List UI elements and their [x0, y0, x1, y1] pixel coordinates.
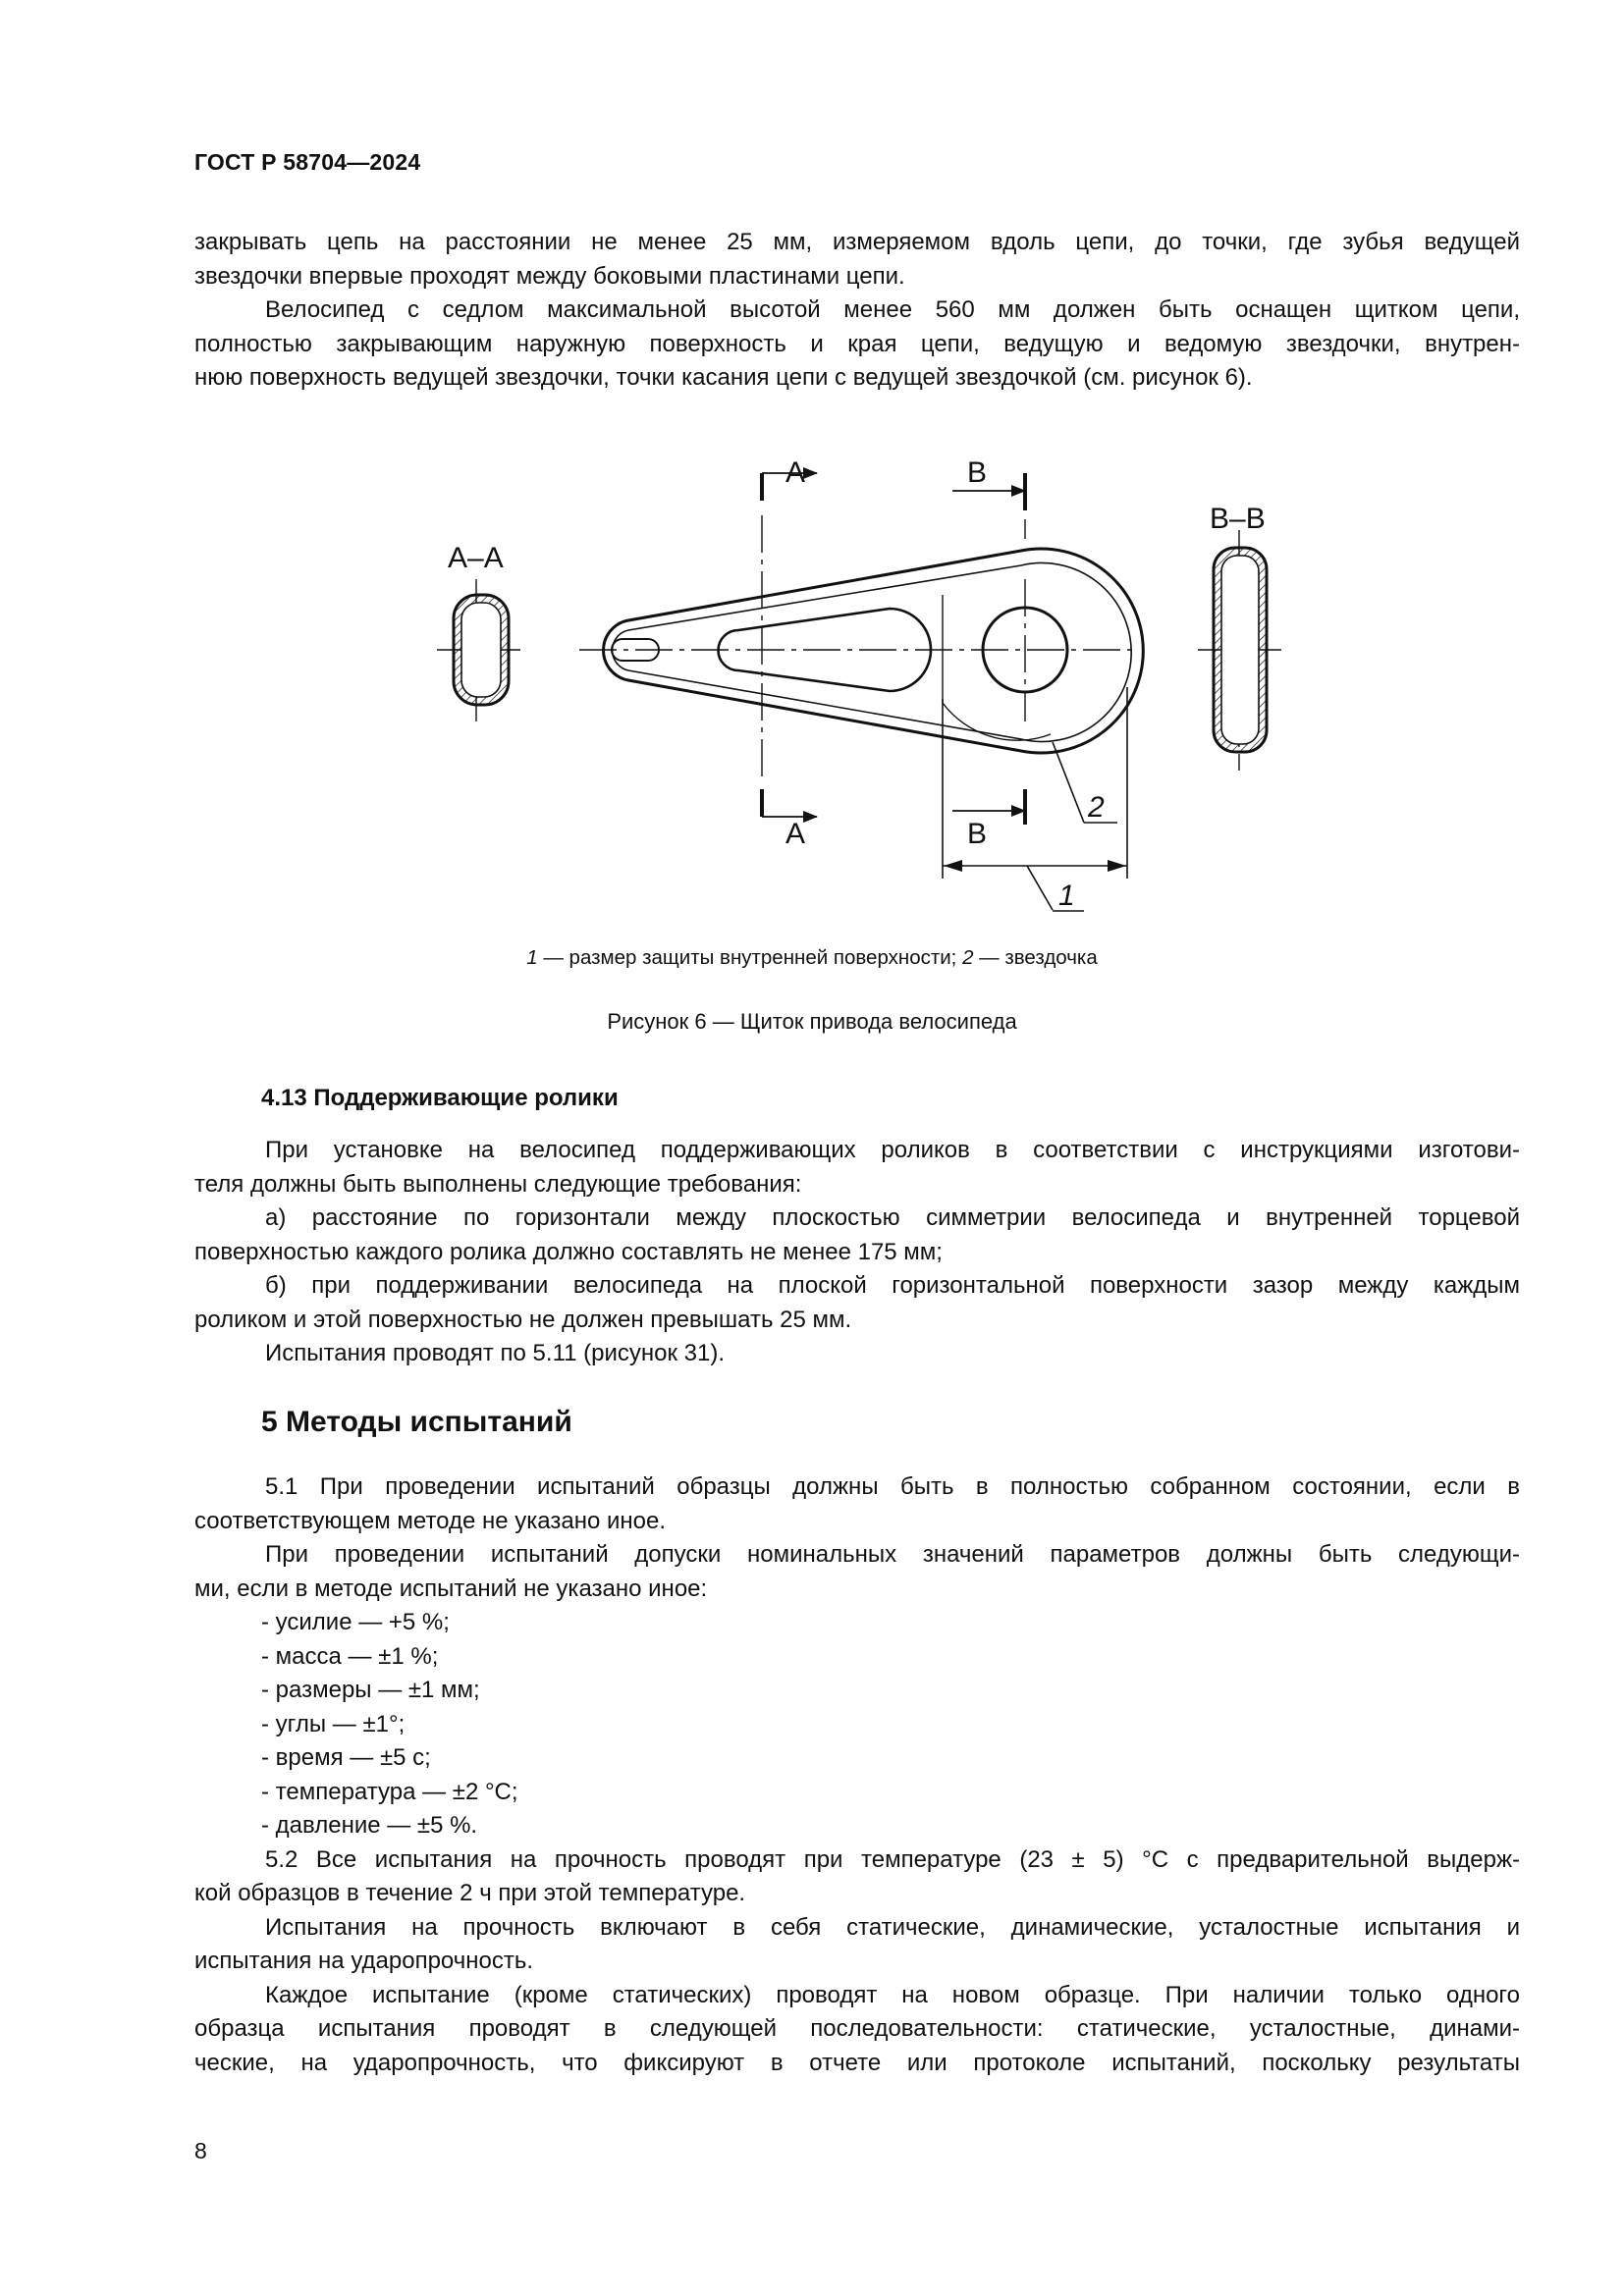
legend-text-2: — звездочка [973, 946, 1098, 969]
text-line: Велосипед с седлом максимальной высотой менее 560 мм должен быть оснащен щитком цепи, [265, 296, 1520, 323]
label-cut-a-bottom: А [785, 818, 806, 850]
legend-number-2: 2 [962, 946, 974, 969]
text-line: а) расстояние по горизонтали между плоскостью симметрии велосипеда и внутренней торцевой [265, 1204, 1520, 1231]
page-number: 8 [194, 2138, 207, 2163]
section-heading-5: 5 Методы испытаний [261, 1406, 572, 1438]
section-heading-4-13: 4.13 Поддерживающие ролики [261, 1085, 619, 1111]
list-item: - углы — ±1°; [261, 1710, 406, 1737]
callout-1: 1 [1058, 880, 1075, 912]
text-line: закрывать цепь на расстоянии не менее 25 мм, измеряемом вдоль цепи, до точки, где зубья ведущей [194, 229, 1520, 255]
list-item: - время — ±5 с; [261, 1744, 431, 1771]
text-line: Испытания проводят по 5.11 (рисунок 31). [265, 1340, 726, 1366]
section-aa [454, 595, 509, 705]
text-line: ческие, на ударопрочность, что фиксируют в отчете или протоколе испытаний, поскольку результаты [194, 2049, 1520, 2076]
section-5-body [194, 1470, 1520, 2080]
text-line: нюю поверхность ведущей звездочки, точки касания цепи с ведущей звездочкой (см. рисунок 6). [194, 364, 1253, 391]
text-line: При установке на велосипед поддерживающих роликов в соответствии с инструкциями изготови- [265, 1137, 1520, 1163]
text-line: испытания на ударопрочность. [194, 1948, 533, 1974]
cutting-plane-b [952, 473, 1026, 825]
text-line: При проведении испытаний допуски номинальных значений параметров должны быть следующи- [265, 1541, 1520, 1568]
text-line: Каждое испытание (кроме статических) проводят на новом образце. При наличии только одного [265, 1981, 1520, 2008]
list-item: - размеры — ±1 мм; [261, 1677, 480, 1703]
text-line: звездочки впервые проходят между боковыми пластинами цепи. [194, 262, 905, 290]
center-lines [437, 530, 1281, 771]
label-cut-b-bottom: В [967, 818, 988, 850]
text-line: 5.1 При проведении испытаний образцы должны быть в полностью собранном состоянии, если в [265, 1473, 1520, 1500]
label-section-bb: В–В [1210, 503, 1266, 535]
guard-outline [604, 549, 1144, 753]
list-item: - температура — ±2 °С; [261, 1778, 518, 1805]
label-section-aa: А–А [448, 542, 504, 574]
text-line: кой образцов в течение 2 ч при этой температуре. [194, 1880, 746, 1906]
text-line: полностью закрывающим наружную поверхность и края цепи, ведущую и ведомую звездочки, внутрен- [194, 330, 1520, 357]
text-line: поверхностью каждого ролика должно составлять не менее 175 мм; [194, 1238, 943, 1265]
figure-6-drawing [0, 0, 1624, 942]
legend-text-1: — размер защиты внутренней поверхности; [537, 946, 963, 969]
text-line: 5.2 Все испытания на прочность проводят при температуре (23 ± 5) °С с предварительной выдерж- [265, 1845, 1520, 1873]
text-line: образца испытания проводят в следующей последовательности: статические, усталостные, динами- [194, 2015, 1520, 2042]
text-line: Испытания на прочность включают в себя статические, динамические, усталостные испытания и [265, 1913, 1520, 1941]
label-cut-a-top: А [785, 456, 806, 489]
figure-legend [0, 946, 1624, 970]
text-line: роликом и этой поверхностью не должен превышать 25 мм. [194, 1306, 852, 1333]
label-cut-b-top: В [967, 456, 988, 489]
document-header: ГОСТ Р 58704—2024 [194, 149, 421, 175]
text-line: б) при поддерживании велосипеда на плоской горизонтальной поверхности зазор между каждым [265, 1272, 1520, 1299]
cutting-plane-a [762, 467, 818, 823]
figure-caption: Рисунок 6 — Щиток привода велосипеда [607, 1009, 1017, 1034]
section-bb [1214, 548, 1267, 752]
list-item: - масса — ±1 %; [261, 1642, 439, 1670]
leader-2 [1053, 742, 1117, 823]
text-line: теля должны быть выполнены следующие требования: [194, 1170, 802, 1198]
list-item: - давление — ±5 %. [261, 1812, 478, 1839]
section-4-13-body [194, 1134, 1520, 1371]
callout-2: 2 [1088, 791, 1105, 824]
text-line: ми, если в методе испытаний не указано иное: [194, 1575, 708, 1602]
text-line: соответствующем методе не указано иное. [194, 1507, 667, 1534]
legend-number-1: 1 [526, 946, 538, 969]
list-item: - усилие — +5 %; [261, 1609, 450, 1635]
